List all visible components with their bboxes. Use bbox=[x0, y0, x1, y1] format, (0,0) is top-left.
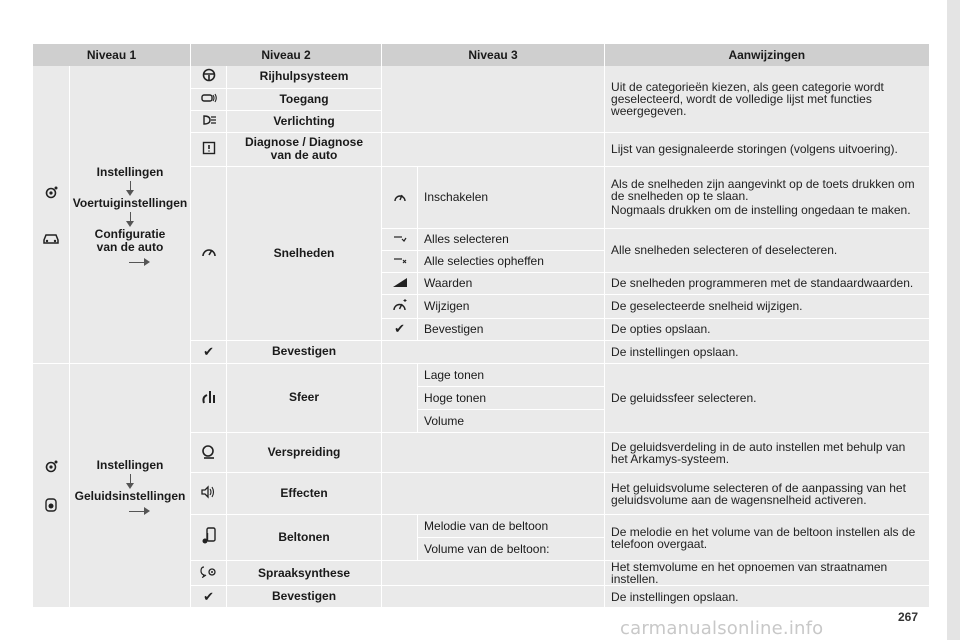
ringtone-icon bbox=[191, 515, 227, 561]
empty-level3 bbox=[382, 586, 605, 608]
watermark: carmanualsonline.info bbox=[620, 618, 824, 639]
menu-item-verspreiding: Verspreiding bbox=[227, 433, 382, 473]
menu-item-rijhulpsysteem: Rijhulpsysteem bbox=[227, 66, 382, 88]
settings-gear-icon bbox=[39, 459, 63, 475]
empty-level3-icon bbox=[382, 364, 418, 433]
ambience-icon bbox=[191, 364, 227, 433]
level1-voertuiginstellingen: Voertuiginstellingen bbox=[72, 196, 188, 210]
empty-level3 bbox=[382, 473, 605, 515]
down-arrow-icon bbox=[130, 474, 131, 484]
page-edge-strip bbox=[947, 0, 960, 640]
menu-item-inschakelen: Inschakelen bbox=[418, 166, 605, 228]
level1-instellingen: Instellingen bbox=[96, 165, 164, 179]
settings-gear-icon bbox=[39, 185, 63, 201]
note-waarden: De snelheden programmeren met de standaardwaarden. bbox=[605, 272, 929, 294]
table-row bbox=[33, 66, 929, 88]
menu-item-beltonen: Beltonen bbox=[227, 515, 382, 561]
select-all-icon bbox=[382, 228, 418, 250]
empty-level3 bbox=[382, 433, 605, 473]
note-inschakelen-1: Als de snelheden zijn aangevinkt op de toets drukken om de snelheden op te slaan. bbox=[611, 177, 915, 203]
section1-level1 bbox=[70, 66, 191, 364]
steering-wheel-icon bbox=[191, 66, 227, 88]
menu-item-wijzigen: Wijzigen bbox=[418, 294, 605, 318]
note-spraaksynthese: Het stemvolume en het opnoemen van straatnamen instellen. bbox=[605, 561, 929, 586]
menu-item-spraaksynthese: Spraaksynthese bbox=[227, 561, 382, 586]
empty-level3-icon bbox=[382, 515, 418, 561]
distribution-icon bbox=[191, 433, 227, 473]
page-number: 267 bbox=[898, 610, 919, 624]
note-wijzigen: De geselecteerde snelheid wijzigen. bbox=[605, 294, 929, 318]
section2-level1 bbox=[70, 364, 191, 608]
empty-level3 bbox=[382, 340, 605, 363]
note-geluidssfeer: De geluidssfeer selecteren. bbox=[605, 364, 929, 433]
section1-icons bbox=[33, 66, 70, 364]
menu-item-volume: Volume bbox=[418, 410, 605, 433]
menu-item-bevestigen: Bevestigen bbox=[227, 340, 382, 363]
note-beltonen: De melodie en het volume van de beltoon instellen als de telefoon overgaat. bbox=[605, 515, 929, 561]
section2-icons bbox=[33, 364, 70, 608]
speedometer-icon bbox=[191, 166, 227, 340]
settings-menu-table bbox=[32, 44, 929, 608]
speech-synthesis-icon bbox=[191, 561, 227, 586]
menu-item-waarden: Waarden bbox=[418, 272, 605, 294]
diagnostic-icon bbox=[191, 132, 227, 166]
effects-icon bbox=[191, 473, 227, 515]
menu-item-snelheden: Snelheden bbox=[227, 166, 382, 340]
table-row bbox=[33, 364, 929, 387]
header-niveau-2: Niveau 2 bbox=[191, 44, 382, 66]
note-selecteren: Alle snelheden selecteren of deselecteren. bbox=[605, 228, 929, 272]
note-inschakelen bbox=[605, 166, 929, 228]
header-niveau-1: Niveau 1 bbox=[33, 44, 191, 66]
key-icon bbox=[191, 88, 227, 110]
menu-item-bevestigen-level3: Bevestigen bbox=[418, 318, 605, 340]
empty-level3 bbox=[382, 66, 605, 132]
level1-geluidsinstellingen: Geluidsinstellingen bbox=[74, 489, 186, 503]
menu-item-verlichting: Verlichting bbox=[227, 110, 382, 132]
note-diagnose: Lijst van gesignaleerde storingen (volgens uitvoering). bbox=[605, 132, 929, 166]
level1-configuratie: Configuratie van de auto bbox=[94, 227, 166, 254]
menu-item-effecten: Effecten bbox=[227, 473, 382, 515]
header-niveau-3: Niveau 3 bbox=[382, 44, 605, 66]
checkmark-icon: ✔ bbox=[191, 340, 227, 363]
menu-item-alle-selecties-opheffen: Alle selecties opheffen bbox=[418, 250, 605, 272]
table-header-row bbox=[33, 44, 929, 66]
checkmark-icon: ✔ bbox=[382, 318, 418, 340]
edit-speed-icon bbox=[382, 294, 418, 318]
headlight-icon bbox=[191, 110, 227, 132]
menu-item-alles-selecteren: Alles selecteren bbox=[418, 228, 605, 250]
right-arrow-icon bbox=[129, 511, 145, 512]
menu-item-toegang: Toegang bbox=[227, 88, 382, 110]
menu-item-bevestigen-2: Bevestigen bbox=[227, 586, 382, 608]
note-categorieen: Uit de categorieën kiezen, als geen categorie wordt geselecteerd, wordt de volledige lijst met functies weergegeven. bbox=[605, 66, 929, 132]
note-verspreiding: De geluidsverdeling in de auto instellen met behulp van het Arkamys-systeem. bbox=[605, 433, 929, 473]
level1-instellingen-2: Instellingen bbox=[96, 458, 164, 472]
menu-item-sfeer: Sfeer bbox=[227, 364, 382, 433]
menu-item-melodie: Melodie van de beltoon bbox=[418, 515, 605, 538]
right-arrow-icon bbox=[129, 262, 145, 263]
down-arrow-icon bbox=[130, 212, 131, 222]
empty-level3 bbox=[382, 132, 605, 166]
empty-level3 bbox=[382, 561, 605, 586]
deselect-all-icon bbox=[382, 250, 418, 272]
note-effecten: Het geluidsvolume selecteren of de aanpassing van het geluidsvolume aan de wagensnelheid activeren. bbox=[605, 473, 929, 515]
note-opties-opslaan: De opties opslaan. bbox=[605, 318, 929, 340]
note-instellingen-opslaan: De instellingen opslaan. bbox=[605, 340, 929, 363]
header-aanwijzingen: Aanwijzingen bbox=[605, 44, 929, 66]
checkmark-icon: ✔ bbox=[191, 586, 227, 608]
menu-item-lage-tonen: Lage tonen bbox=[418, 364, 605, 387]
speaker-icon bbox=[39, 497, 63, 513]
menu-item-diagnose: Diagnose / Diagnose van de auto bbox=[227, 132, 382, 166]
values-icon bbox=[382, 272, 418, 294]
car-icon bbox=[39, 231, 63, 245]
menu-item-volume-beltoon: Volume van de beltoon: bbox=[418, 538, 605, 561]
speed-activate-icon bbox=[382, 166, 418, 228]
note-instellingen-opslaan-2: De instellingen opslaan. bbox=[605, 586, 929, 608]
menu-item-hoge-tonen: Hoge tonen bbox=[418, 387, 605, 410]
down-arrow-icon bbox=[130, 181, 131, 191]
note-inschakelen-2: Nogmaals drukken om de instelling ongedaan te maken. bbox=[611, 203, 911, 217]
